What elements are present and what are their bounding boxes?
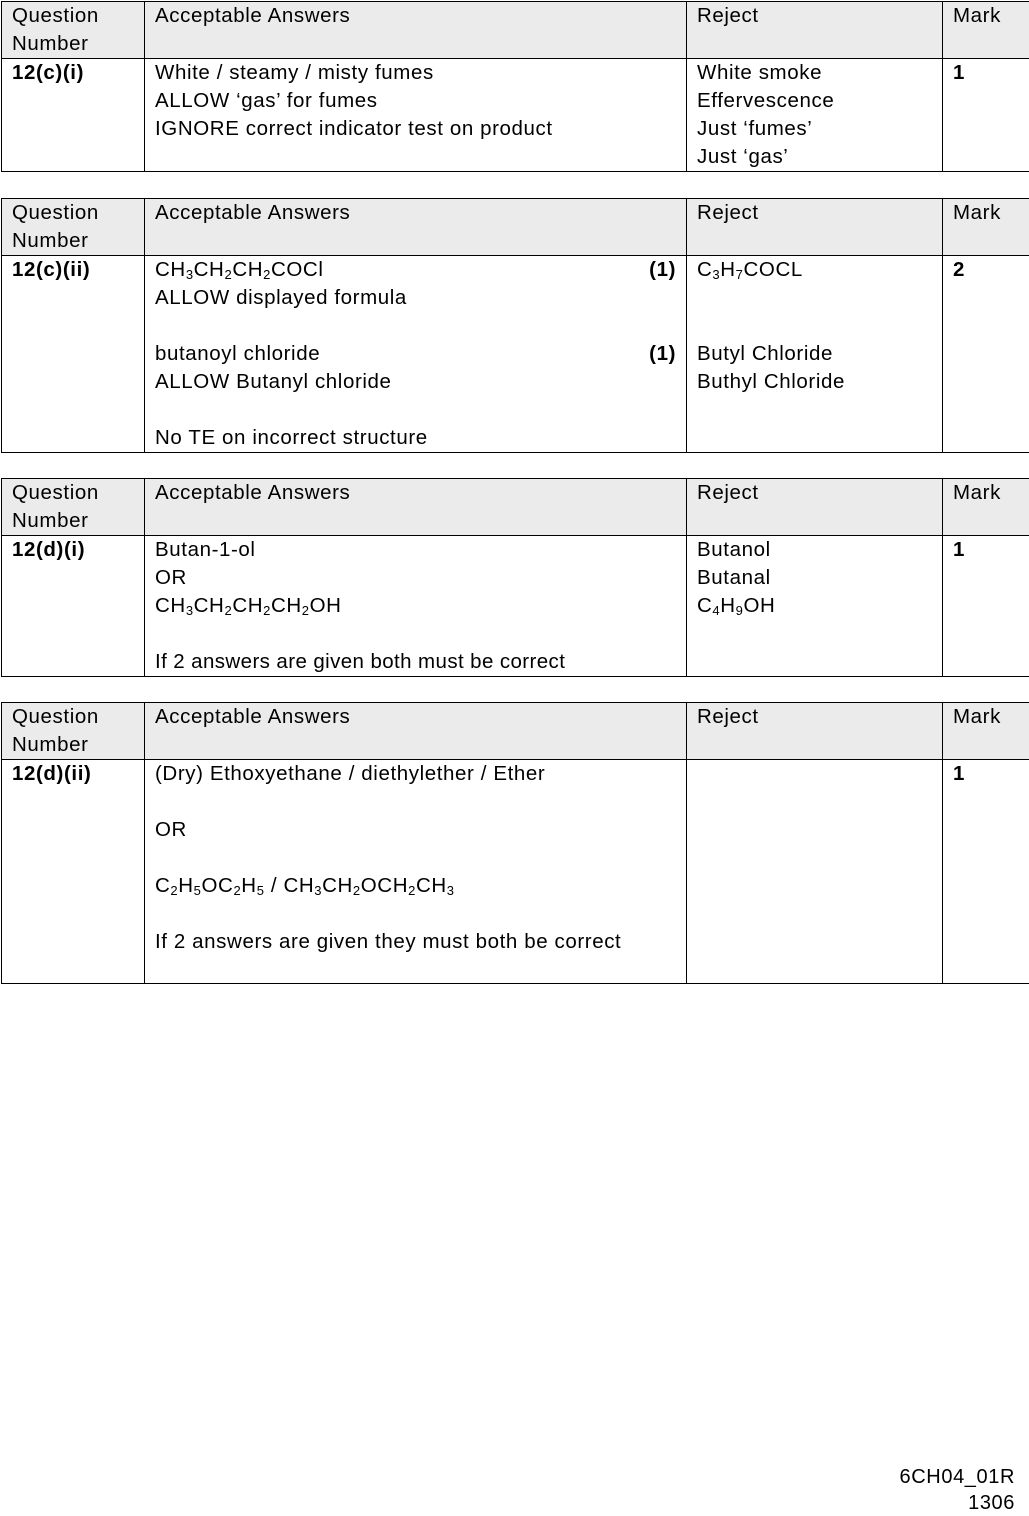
- header-question-number: Question Number: [2, 2, 145, 59]
- header-acceptable-answers: Acceptable Answers: [145, 2, 687, 59]
- reject-answers: $C_3H_7COCL$ Butyl Chloride Buthyl Chloride: [687, 256, 943, 453]
- mark-value: 1: [943, 760, 1029, 984]
- paper-number: 1306: [900, 1490, 1015, 1516]
- mark-scheme-table-12cii: [1, 198, 1029, 453]
- formula: $CH_3CH_2CH_2CH_2OH$: [155, 592, 676, 620]
- header-acceptable-answers: Acceptable Answers: [145, 479, 687, 536]
- mark-scheme-table-12di: [1, 478, 1029, 677]
- table-header-row: [2, 479, 1029, 536]
- header-question-number: Question Number: [2, 703, 145, 760]
- mark-value: 2: [943, 256, 1029, 453]
- header-acceptable-answers: Acceptable Answers: [145, 199, 687, 256]
- reject-formula: $C_4H_9OH$: [697, 592, 932, 620]
- reject-answers: [687, 760, 943, 984]
- reject-answers: White smoke Effervescence Just ‘fumes’ Just ‘gas’: [687, 59, 943, 172]
- formula: $CH_3CH_2CH_2COCl$: [155, 256, 323, 284]
- header-reject: Reject: [687, 479, 943, 536]
- header-reject: Reject: [687, 703, 943, 760]
- acceptable-answers: White / steamy / misty fumes ALLOW ‘gas’ for fumes IGNORE correct indicator test on product: [145, 59, 687, 172]
- acceptable-answers: Butan-1-ol OR $CH_3CH_2CH_2CH_2OH$ If 2 answers are given both must be correct: [145, 536, 687, 677]
- table-header-row: [2, 2, 1029, 59]
- table-row: [2, 256, 1029, 453]
- name-line: butanoyl chloride (1): [155, 340, 676, 368]
- table-header-row: [2, 199, 1029, 256]
- header-mark: Mark: [943, 2, 1029, 59]
- header-question-number: Question Number: [2, 199, 145, 256]
- header-reject: Reject: [687, 2, 943, 59]
- table-row: [2, 59, 1029, 172]
- mark-scheme-table-12dii: [1, 702, 1029, 984]
- acceptable-answers: $CH_3CH_2CH_2COCl$ (1) ALLOW displayed formula butanoyl chloride (1) ALLOW Butanyl chloride No TE on incorrect structure: [145, 256, 687, 453]
- header-acceptable-answers: Acceptable Answers: [145, 703, 687, 760]
- acceptable-answers: (Dry) Ethoxyethane / diethylether / Ether OR $C_2H_5OC_2H_5 / CH_3CH_2OCH_2CH_3$ If 2 answers are given they must both be correct: [145, 760, 687, 984]
- header-mark: Mark: [943, 703, 1029, 760]
- name-mark: (1): [649, 340, 676, 368]
- question-number: 12(c)(ii): [2, 256, 145, 453]
- table-row: [2, 536, 1029, 677]
- question-number: 12(d)(ii): [2, 760, 145, 984]
- header-reject: Reject: [687, 199, 943, 256]
- header-question-number: Question Number: [2, 479, 145, 536]
- formula-line: [155, 256, 676, 284]
- question-number: 12(c)(i): [2, 59, 145, 172]
- reject-formula: $C_3H_7COCL$: [697, 256, 932, 284]
- paper-code: 6CH04_01R: [900, 1464, 1015, 1490]
- formula-mark: (1): [649, 256, 676, 284]
- formulas: $C_2H_5OC_2H_5 / CH_3CH_2OCH_2CH_3$: [155, 872, 676, 900]
- header-mark: Mark: [943, 199, 1029, 256]
- question-number: 12(d)(i): [2, 536, 145, 677]
- mark-value: 1: [943, 59, 1029, 172]
- table-header-row: [2, 703, 1029, 760]
- table-row: [2, 760, 1029, 984]
- page-footer: [900, 1464, 1015, 1516]
- mark-scheme-table-12ci: [1, 1, 1029, 172]
- reject-answers: Butanol Butanal $C_4H_9OH$: [687, 536, 943, 677]
- mark-value: 1: [943, 536, 1029, 677]
- header-mark: Mark: [943, 479, 1029, 536]
